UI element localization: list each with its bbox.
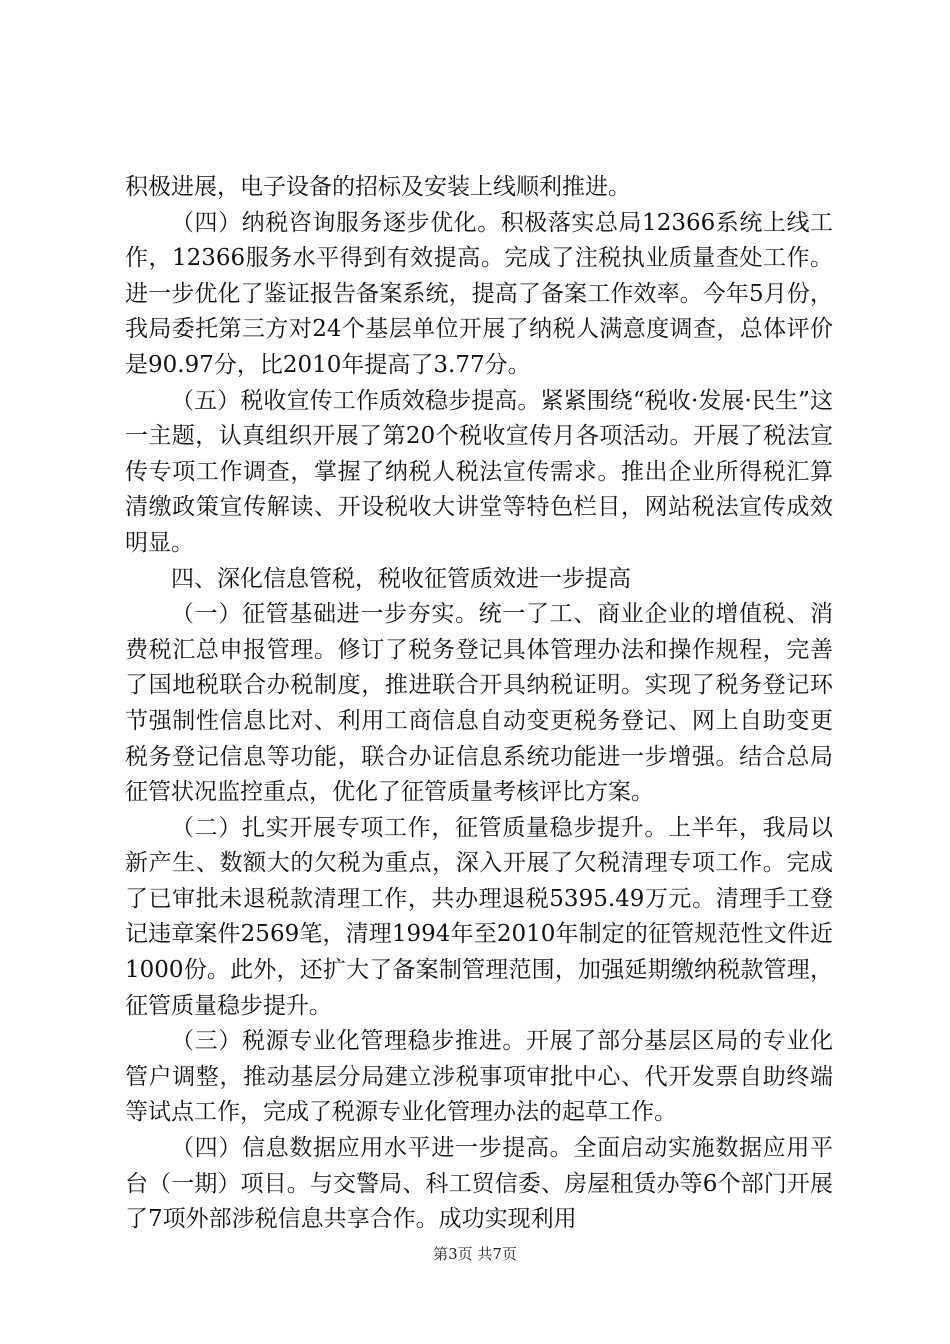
paragraph-data-application: （四）信息数据应用水平进一步提高。全面启动实施数据应用平台（一期）项目。与交警局、科工贸信委、房屋租赁办等6个部门开展了7项外部涉税信息共享合作。成功实现利用 [125, 1135, 833, 1233]
paragraph-continuation: 积极进展，电子设备的招标及安装上线顺利推进。 [125, 174, 631, 200]
page-number-label: 第3页 共7页 [433, 1245, 517, 1263]
paragraph-consulting-service: （四）纳税咨询服务逐步优化。积极落实总局12366系统上线工作，12366服务水平得到有效提高。完成了注税执业质量查处工作。进一步优化了鉴证报告备案系统，提高了备案工作效率。今年5月份，我局委托第三方对24个基层单位开展了纳税人满意度调查，总体评价是90.97分，比2010年提高了3.77分。 [125, 209, 833, 378]
paragraph-tax-source-management: （三）税源专业化管理稳步推进。开展了部分基层区局的专业化管户调整，推动基层分局建立涉税事项审批中心、代开发票自助终端等试点工作，完成了税源专业化管理办法的起草工作。 [125, 1028, 833, 1126]
paragraph-special-work: （二）扎实开展专项工作，征管质量稳步提升。上半年，我局以新产生、数额大的欠税为重点，深入开展了欠税清理专项工作。完成了已审批未退税款清理工作，共办理退税5395.49万元。清理手工登记违章案件2569笔，清理1994年至2010年制定的征管规范性文件近1000份。此外，还扩大了备案制管理范围，加强延期缴纳税款管理，征管质量稳步提升。 [125, 814, 833, 1019]
section-heading-information-tax: 四、深化信息管税，税收征管质效进一步提高 [171, 565, 631, 592]
paragraph-collection-foundation: （一）征管基础进一步夯实。统一了工、商业企业的增值税、消费税汇总申报管理。修订了税务登记具体管理办法和操作规程，完善了国地税联合办税制度，推进联合开具纳税证明。实现了税务登记环节强制性信息比对、利用工商信息自动变更税务登记、网上自助变更税务登记信息等功能，联合办证信息系统功能进一步增强。结合总局征管状况监控重点，优化了征管质量考核评比方案。 [125, 601, 833, 806]
paragraph-tax-publicity: （五）税收宣传工作质效稳步提高。紧紧围绕“税收·发展·民生”这一主题，认真组织开展了第20个税收宣传月各项活动。开展了税法宣传专项工作调查，掌握了纳税人税法宣传需求。推出企业所得税汇算清缴政策宣传解读、开设税收大讲堂等特色栏目，网站税法宣传成效明显。 [125, 387, 833, 556]
document-body [125, 170, 833, 1238]
page-footer [0, 1244, 950, 1264]
